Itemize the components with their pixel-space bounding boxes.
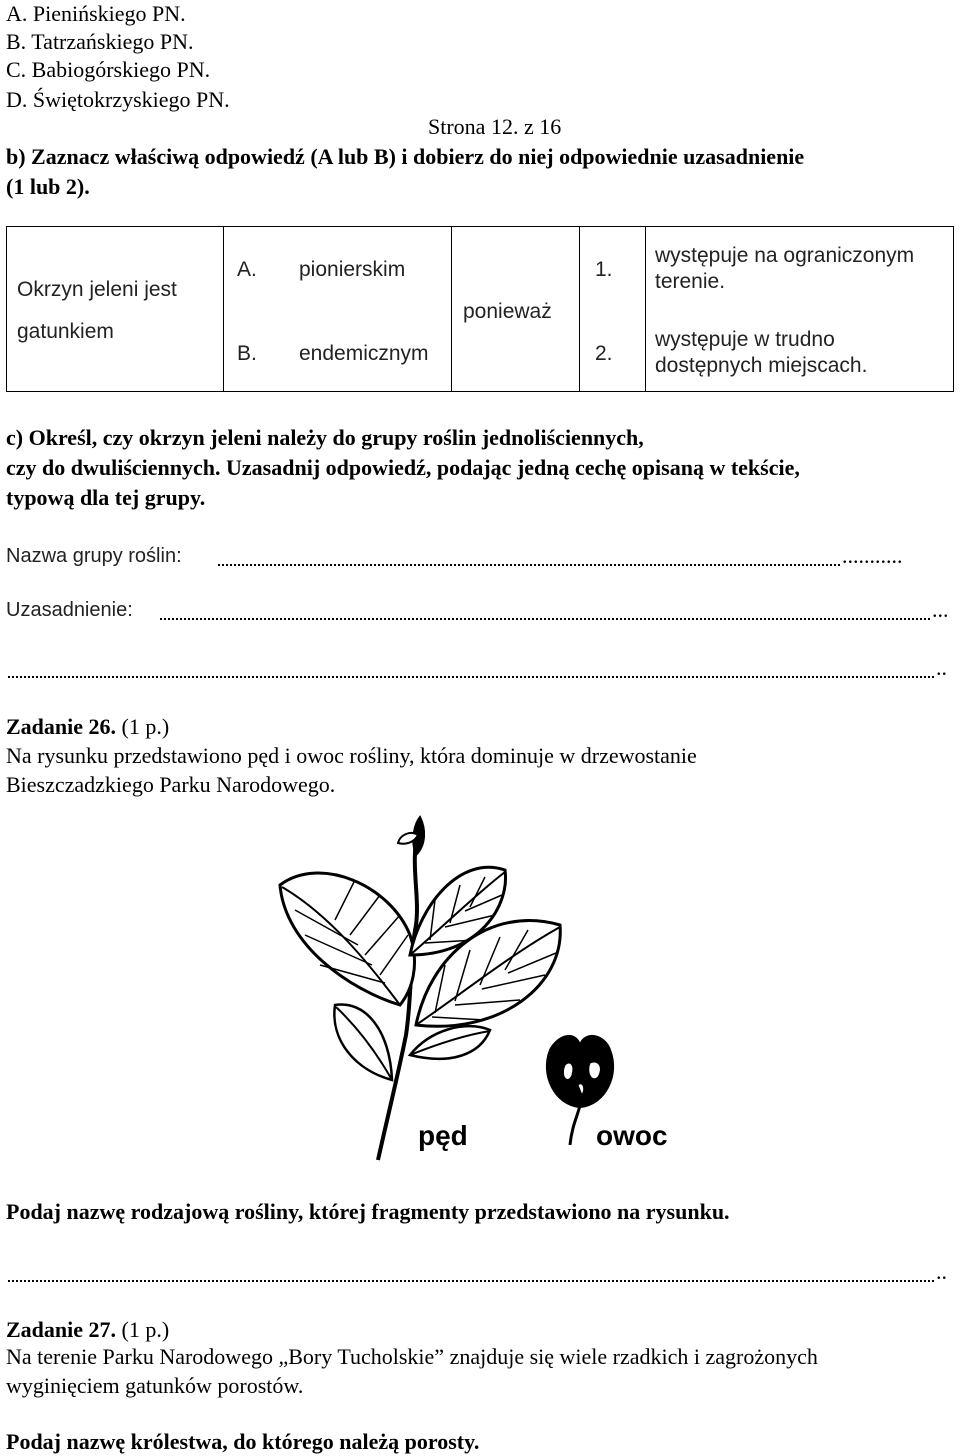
reason-1-text[interactable]: występuje na ograniczonym terenie. [655, 244, 915, 293]
connector-text: ponieważ [463, 300, 552, 323]
task-b-line1: b) Zaznacz właściwą odpowiedź (A lub B) i dobierz do niej odpowiednie uzasadnienie [6, 144, 805, 169]
task-27-text-line1: Na terenie Parku Narodowego „Bory Tucholskie” znajduje się wiele rzadkich i zagrożonych [6, 1344, 818, 1369]
table-subject-line2: gatunkiem [17, 320, 114, 343]
justification-answer-line-1[interactable] [160, 618, 930, 620]
task-26-text-line1: Na rysunku przedstawiono pęd i owoc rośliny, która dominuje w drzewostanie [6, 743, 697, 768]
task-26-question: Podaj nazwę rodzajową rośliny, której fragmenty przedstawiono na rysunku. [6, 1199, 730, 1224]
reason-1-number[interactable]: 1. [595, 258, 613, 281]
leaf-lower-left [334, 1004, 392, 1080]
reason-2-text[interactable]: występuje w trudno dostępnych miejscach. [655, 328, 868, 377]
option-a: A. Pienińskiego PN. [6, 1, 186, 26]
group-name-answer-line[interactable] [218, 564, 840, 566]
justification-answer-line-2[interactable] [8, 676, 934, 678]
beech-drawing [260, 815, 720, 1175]
group-name-label: Nazwa grupy roślin: [6, 545, 182, 567]
option-b-text[interactable]: endemicznym [299, 342, 429, 365]
task-26-answer-line[interactable] [8, 1280, 934, 1282]
leaf-left [280, 873, 415, 1005]
task-26-dots-end: .. [936, 1259, 947, 1284]
option-b-letter[interactable]: B. [237, 342, 257, 365]
justification-label: Uzasadnienie: [6, 599, 133, 621]
task-c-line1: c) Określ, czy okrzyn jeleni należy do grupy roślin jednoliściennych, [6, 425, 644, 450]
task-27-header: Zadanie 27. (1 p.) [6, 1317, 170, 1342]
option-a-letter[interactable]: A. [237, 258, 257, 281]
option-c: C. Babiogórskiego PN. [6, 57, 211, 82]
task-c-line3: typową dla tej grupy. [6, 485, 206, 510]
task-26-text-line2: Bieszczadzkiego Parku Narodowego. [6, 772, 336, 797]
leaf-lower-right [410, 1026, 490, 1059]
table-subject-line1: Okrzyn jeleni jest [17, 278, 177, 301]
page-number: Strona 12. z 16 [428, 114, 562, 139]
option-b: B. Tatrzańskiego PN. [6, 29, 194, 54]
option-d: D. Świętokrzyskiego PN. [6, 87, 230, 112]
group-name-dots-end: ........... [842, 543, 903, 568]
justification-dots-end-2: .. [936, 655, 947, 680]
task-b-line2: (1 lub 2). [6, 174, 90, 199]
task-c-line2: czy do dwuliściennych. Uzasadnij odpowiedź, podając jedną cechę opisaną w tekście, [6, 455, 800, 480]
shoot-label: pęd [418, 1120, 468, 1151]
task-27-question: Podaj nazwę królestwa, do którego należą porosty. [6, 1429, 480, 1454]
plant-figure [260, 815, 720, 1175]
option-a-text[interactable]: pionierskim [299, 258, 406, 281]
reason-2-number[interactable]: 2. [595, 342, 613, 365]
justification-dots-end-1: ... [932, 597, 949, 622]
fruit-label: owoc [596, 1120, 668, 1151]
task-27-text-line2: wyginięciem gatunków porostów. [6, 1373, 304, 1398]
answer-table [6, 226, 954, 392]
task-26-header: Zadanie 26. (1 p.) [6, 714, 170, 739]
